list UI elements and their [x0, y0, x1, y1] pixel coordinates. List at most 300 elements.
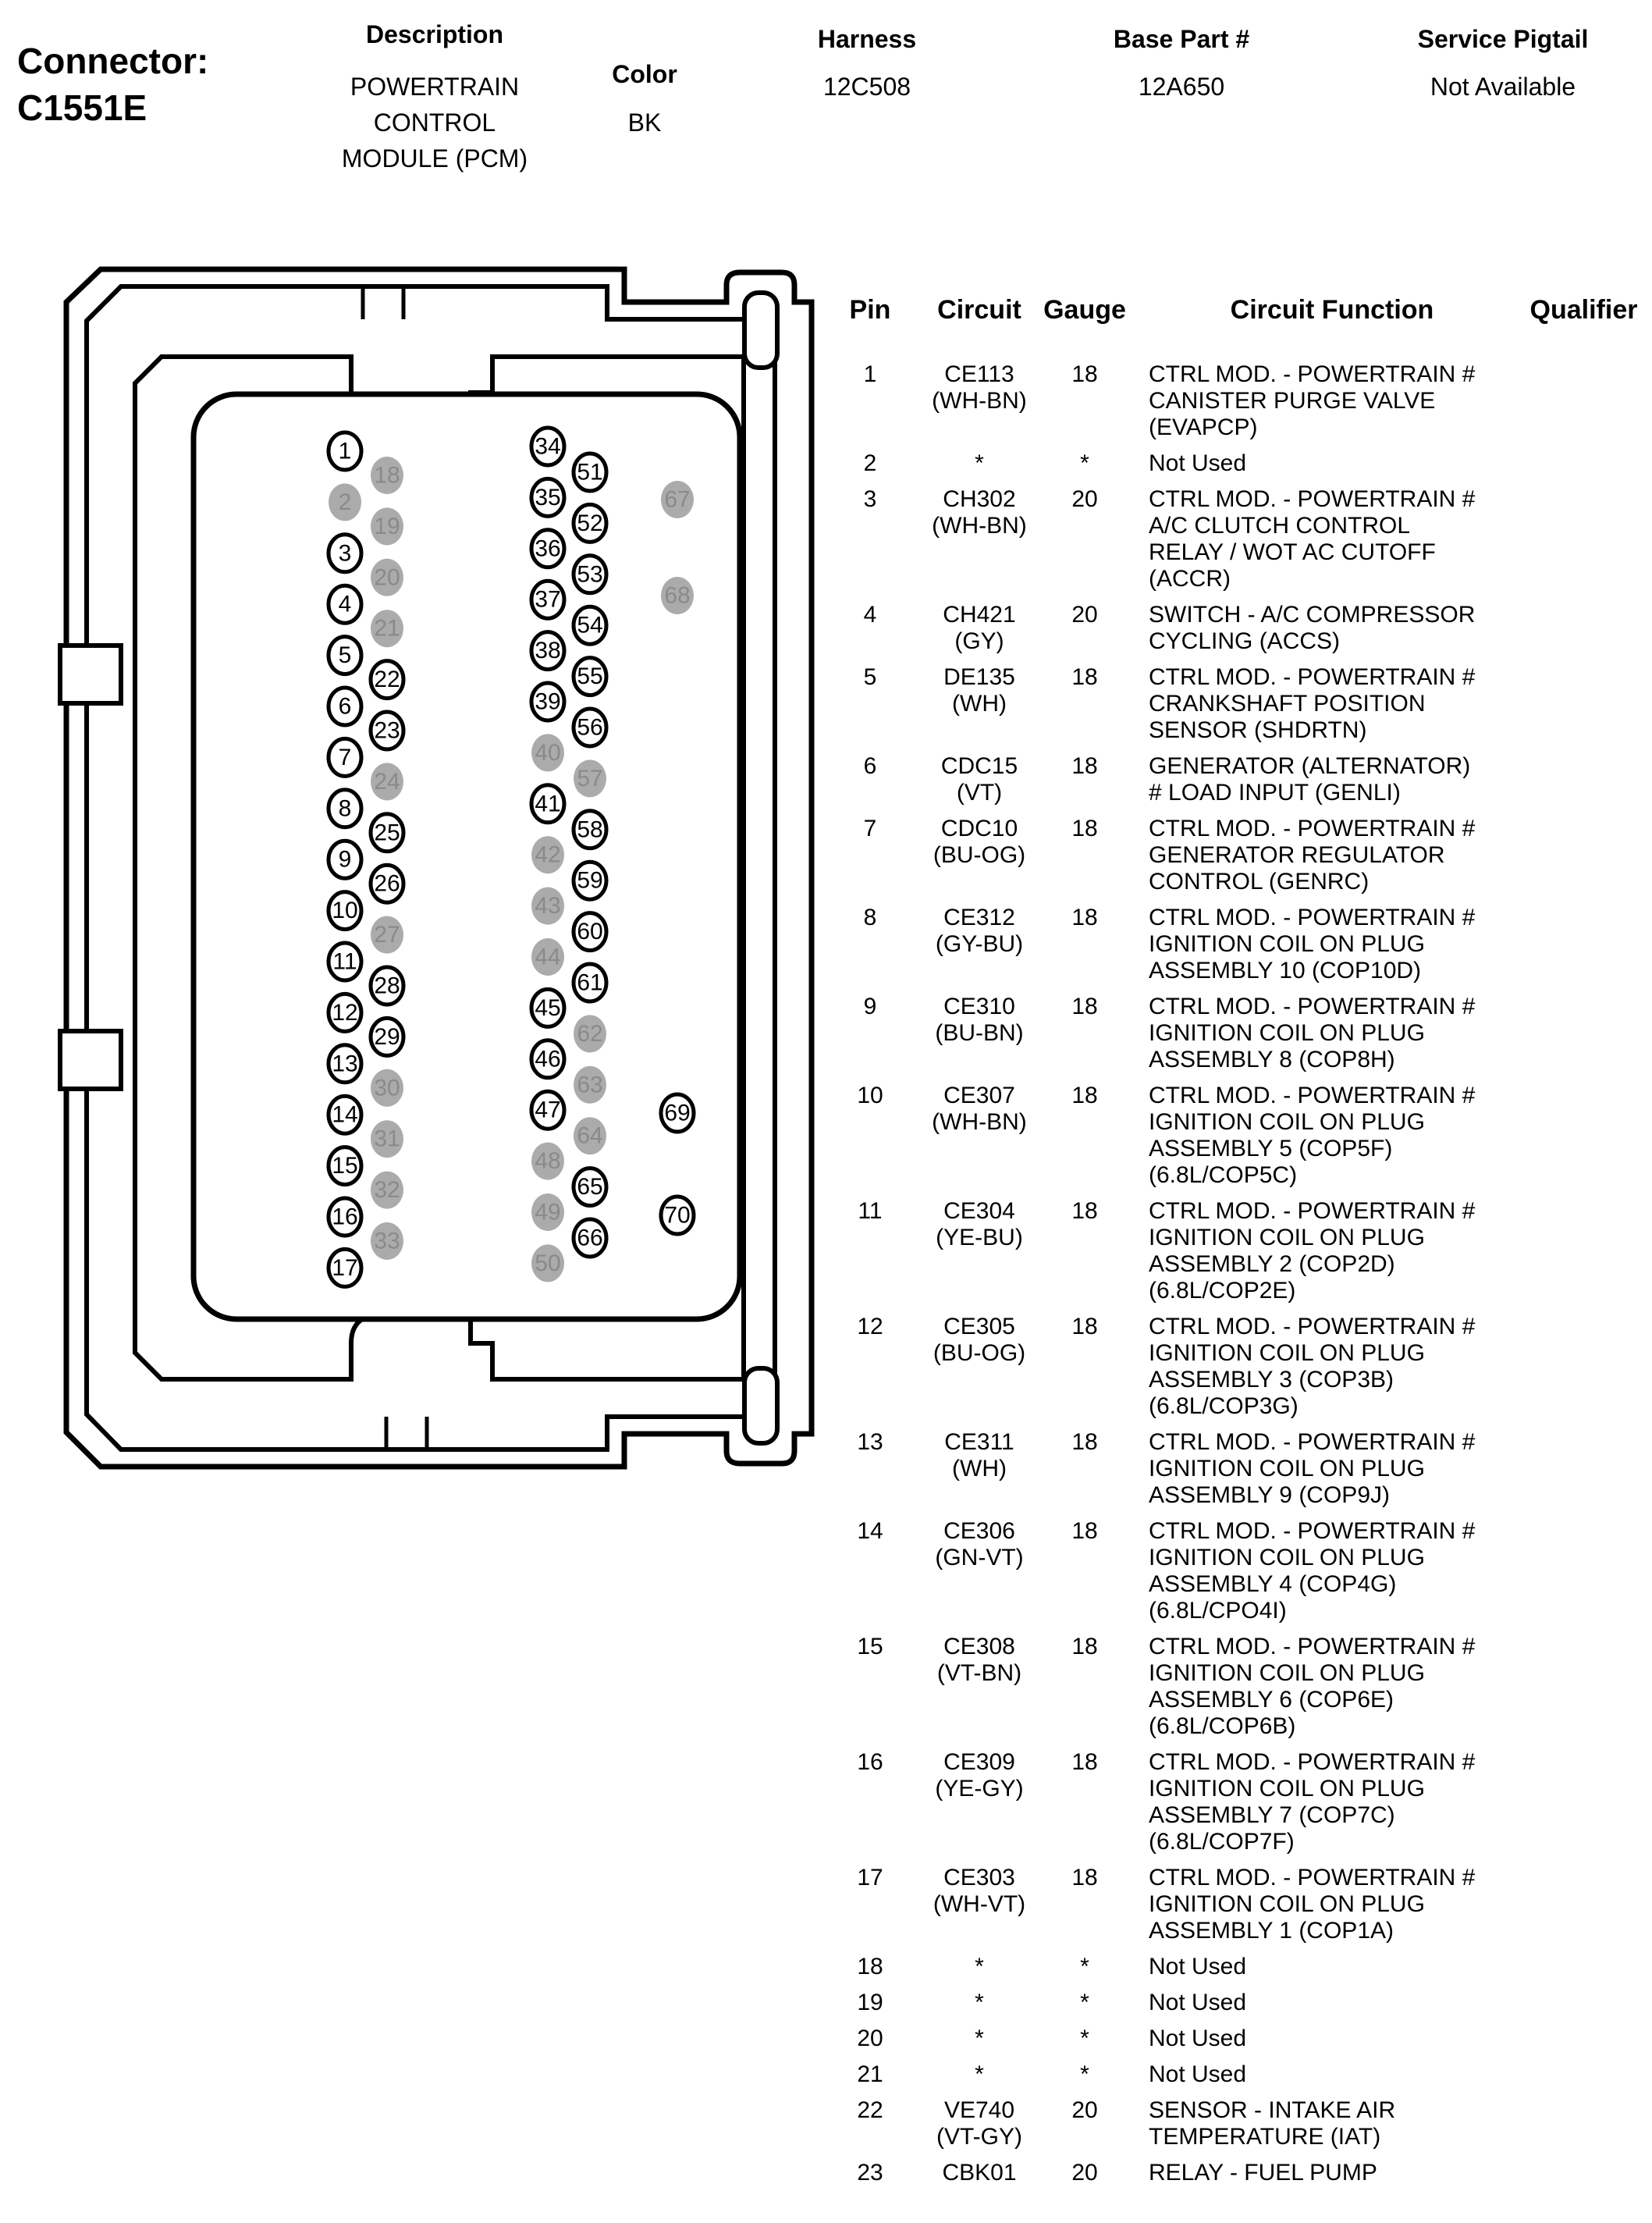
pin-16	[329, 1198, 361, 1236]
pin-64	[574, 1117, 606, 1154]
qualifier-cell	[1515, 2160, 1652, 2186]
qualifier-cell	[1515, 1314, 1652, 1420]
circuit-code: VE740	[943, 2097, 1015, 2123]
pin-29	[371, 1018, 403, 1055]
function-line: Not Used	[1149, 1990, 1247, 2015]
pin-61-number: 61	[577, 969, 603, 996]
pin-36	[531, 530, 564, 567]
qualifier-cell	[1515, 486, 1652, 592]
pin-8-number: 8	[338, 795, 352, 822]
function-line: # LOAD INPUT (GENLI)	[1149, 780, 1401, 806]
pinout-table-body	[819, 361, 1652, 2186]
col-header-pin: Pin	[849, 295, 891, 325]
pin-11-number: 11	[332, 948, 357, 975]
left-notch-upper	[60, 646, 121, 703]
table-row-pin-17	[819, 1865, 1652, 1944]
pin-67-number: 67	[664, 486, 691, 513]
pin-68-number: 68	[664, 582, 691, 609]
function-line: Not Used	[1149, 450, 1247, 476]
pin-24	[371, 763, 403, 800]
pin-53	[574, 556, 606, 593]
pin-69-number: 69	[664, 1100, 691, 1126]
pin-47	[531, 1091, 564, 1129]
table-row-pin-18	[819, 1954, 1652, 1980]
pin-62	[574, 1015, 606, 1052]
table-row-pin-23	[819, 2160, 1652, 2186]
description-label: Description	[365, 20, 504, 48]
pin-49	[531, 1193, 564, 1231]
pin-36-number: 36	[535, 535, 561, 562]
function-cell	[1149, 1198, 1515, 1304]
function-cell	[1149, 450, 1515, 477]
circuit-cell	[921, 1083, 1038, 1189]
table-row-pin-21	[819, 2061, 1652, 2088]
pin-65	[574, 1168, 606, 1206]
circuit-code: CE306	[943, 1518, 1015, 1544]
circuit-cell	[921, 1518, 1038, 1624]
pin-cell: 12	[857, 1314, 883, 1339]
circuit-color: (WH-VT)	[933, 1891, 1026, 1917]
pin-68	[661, 577, 694, 614]
circuit-code: DE135	[943, 664, 1015, 690]
qualifier-cell	[1515, 2061, 1652, 2088]
pin-25	[371, 814, 403, 852]
gauge-cell: 18	[1071, 753, 1098, 779]
function-line: RELAY / WOT AC CUTOFF	[1149, 539, 1436, 565]
function-line: ASSEMBLY 7 (COP7C)	[1149, 1802, 1395, 1828]
pin-34-number: 34	[535, 433, 561, 460]
pin-46	[531, 1040, 564, 1078]
pin-cell: 13	[857, 1429, 883, 1455]
circuit-cell	[921, 1198, 1038, 1304]
function-line: GENERATOR REGULATOR	[1149, 842, 1445, 868]
col-header-gauge: Gauge	[1043, 295, 1126, 325]
function-line: (ACCR)	[1149, 566, 1231, 592]
circuit-color: (VT)	[956, 780, 1003, 806]
connector-id: C1551E	[17, 87, 147, 128]
function-cell	[1149, 2026, 1515, 2052]
pin-61	[574, 964, 606, 1001]
qualifier-cell	[1515, 1990, 1652, 2016]
pin-26-number: 26	[374, 870, 400, 897]
function-line: IGNITION COIL ON PLUG	[1149, 1660, 1425, 1686]
pin-31	[371, 1120, 403, 1158]
service-pigtail-label: Service Pigtail	[1417, 25, 1589, 53]
harness-value: 12C508	[822, 73, 911, 101]
qualifier-cell	[1515, 1198, 1652, 1304]
function-cell	[1149, 816, 1515, 895]
gauge-cell: 20	[1071, 2160, 1098, 2186]
left-notch-lower	[60, 1031, 121, 1089]
qualifier-cell	[1515, 1429, 1652, 1509]
pin-39-number: 39	[535, 688, 561, 715]
circuit-cell	[921, 753, 1038, 806]
qualifier-cell	[1515, 2097, 1652, 2150]
function-line: (6.8L/CPO4I)	[1149, 1598, 1287, 1624]
function-line: CTRL MOD. - POWERTRAIN #	[1149, 1518, 1476, 1544]
pin-21-number: 21	[374, 615, 400, 642]
table-row-pin-11	[819, 1198, 1652, 1304]
gauge-cell: 18	[1071, 1518, 1098, 1544]
qualifier-cell	[1515, 1083, 1652, 1189]
circuit-cell	[921, 1749, 1038, 1855]
pin-39	[531, 683, 564, 720]
function-cell	[1149, 486, 1515, 592]
circuit-code: CE312	[943, 905, 1015, 930]
circuit-cell	[921, 361, 1038, 441]
function-cell	[1149, 664, 1515, 744]
circuit-color: (VT-GY)	[936, 2124, 1022, 2150]
pin-26	[371, 865, 403, 902]
circuit-code: CH421	[943, 602, 1016, 628]
pin-cell: 2	[863, 450, 877, 476]
pin-28	[371, 967, 403, 1005]
pin-69	[661, 1094, 694, 1132]
circuit-color: (WH-BN)	[932, 1109, 1027, 1135]
pin-48	[531, 1143, 564, 1180]
pin-31-number: 31	[374, 1126, 400, 1152]
pin-cell: 14	[857, 1518, 883, 1544]
pin-49-number: 49	[535, 1199, 561, 1225]
pin-32	[371, 1172, 403, 1209]
pin-cell: 6	[863, 753, 877, 779]
function-line: ASSEMBLY 10 (COP10D)	[1149, 958, 1422, 983]
pin-18-number: 18	[374, 462, 400, 489]
function-cell	[1149, 1865, 1515, 1944]
function-line: CTRL MOD. - POWERTRAIN #	[1149, 1083, 1476, 1108]
circuit-code: CE308	[943, 1634, 1015, 1659]
pin-7-number: 7	[338, 744, 352, 770]
pin-58-number: 58	[577, 816, 603, 843]
circuit-code: CH302	[943, 486, 1016, 512]
table-row-pin-16	[819, 1749, 1652, 1855]
gauge-cell: 18	[1071, 1083, 1098, 1108]
circuit-cell	[921, 2061, 1038, 2088]
function-line: IGNITION COIL ON PLUG	[1149, 1456, 1425, 1481]
function-line: IGNITION COIL ON PLUG	[1149, 1109, 1425, 1135]
qualifier-cell	[1515, 1865, 1652, 1944]
pin-34	[531, 428, 564, 465]
pin-40	[531, 734, 564, 771]
gauge-cell: 18	[1071, 1198, 1098, 1224]
function-line: Not Used	[1149, 2026, 1247, 2051]
pin-21	[371, 610, 403, 647]
harness-label: Harness	[817, 25, 917, 53]
function-line: ASSEMBLY 5 (COP5F)	[1149, 1136, 1393, 1161]
gauge-cell: 18	[1071, 1865, 1098, 1890]
pin-41	[531, 785, 564, 823]
color-label: Color	[612, 60, 677, 88]
gauge-cell: 18	[1071, 994, 1098, 1019]
pin-11	[329, 943, 361, 980]
gauge-cell: 18	[1071, 361, 1098, 387]
latch-slot-bottom	[744, 1368, 777, 1443]
gauge-cell: 18	[1071, 1634, 1098, 1659]
circuit-color: (GY-BU)	[935, 931, 1024, 957]
function-line: IGNITION COIL ON PLUG	[1149, 1776, 1425, 1802]
col-header-circuit: Circuit	[937, 295, 1021, 325]
gauge-cell: *	[1080, 1954, 1089, 1979]
circuit-color: (BU-BN)	[935, 1020, 1024, 1046]
function-line: Not Used	[1149, 2061, 1247, 2087]
pin-cell: 15	[857, 1634, 883, 1659]
function-cell	[1149, 1954, 1515, 1980]
circuit-cell	[921, 2160, 1038, 2186]
pin-13-number: 13	[332, 1051, 358, 1077]
pin-17-number: 17	[332, 1254, 358, 1281]
pin-51-number: 51	[577, 459, 603, 486]
circuit-color: (WH)	[952, 691, 1007, 717]
pin-57	[574, 759, 606, 797]
pin-55	[574, 658, 606, 695]
pin-65-number: 65	[577, 1174, 603, 1200]
circuit-color: (WH-BN)	[932, 388, 1027, 414]
pin-70	[661, 1197, 694, 1234]
pin-44-number: 44	[535, 944, 561, 970]
function-line: (6.8L/COP7F)	[1149, 1829, 1295, 1855]
pin-2	[329, 483, 361, 521]
table-row-pin-12	[819, 1314, 1652, 1420]
pin-10-number: 10	[332, 898, 358, 924]
col-header-qualifier: Qualifier	[1529, 295, 1638, 325]
pin-63-number: 63	[577, 1072, 603, 1098]
pin-60	[574, 913, 606, 951]
function-line: CONTROL (GENRC)	[1149, 869, 1370, 895]
pin-1-number: 1	[338, 438, 352, 464]
pin-25-number: 25	[374, 820, 400, 846]
pin-14-number: 14	[332, 1101, 358, 1128]
pin-20	[371, 559, 403, 596]
qualifier-cell	[1515, 361, 1652, 441]
pin-18	[371, 457, 403, 494]
function-line: (6.8L/COP6B)	[1149, 1713, 1296, 1739]
function-cell	[1149, 1429, 1515, 1509]
base-part-value: 12A650	[1138, 73, 1225, 101]
pin-42-number: 42	[535, 841, 561, 868]
gauge-cell: 18	[1071, 1429, 1098, 1455]
circuit-cell	[921, 1429, 1038, 1509]
pin-10	[329, 892, 361, 930]
qualifier-cell	[1515, 816, 1652, 895]
table-row-pin-8	[819, 905, 1652, 984]
pin-60-number: 60	[577, 919, 603, 945]
pin-5	[329, 637, 361, 674]
pin-cell: 7	[863, 816, 877, 841]
circuit-cell	[921, 486, 1038, 592]
circuit-cell	[921, 1990, 1038, 2016]
pin-27-number: 27	[374, 922, 400, 948]
pin-35-number: 35	[535, 484, 561, 510]
circuit-color: (BU-OG)	[933, 842, 1026, 868]
pin-40-number: 40	[535, 739, 561, 766]
pin-44	[531, 938, 564, 976]
function-line: CYCLING (ACCS)	[1149, 628, 1341, 654]
pin-cell: 5	[863, 664, 877, 690]
pin-cell: 23	[857, 2160, 883, 2186]
function-cell	[1149, 1083, 1515, 1189]
table-row-pin-15	[819, 1634, 1652, 1740]
gauge-cell: 18	[1071, 664, 1098, 690]
pin-50-number: 50	[535, 1250, 561, 1276]
pin-17	[329, 1249, 361, 1286]
function-line: IGNITION COIL ON PLUG	[1149, 1891, 1425, 1917]
table-row-pin-7	[819, 816, 1652, 895]
pin-24-number: 24	[374, 768, 400, 795]
circuit-code: CE307	[943, 1083, 1015, 1108]
base-part-label: Base Part #	[1113, 25, 1250, 53]
function-line: IGNITION COIL ON PLUG	[1149, 1225, 1425, 1250]
pin-cell: 21	[857, 2061, 883, 2087]
gauge-cell: 20	[1071, 2097, 1098, 2123]
function-cell	[1149, 753, 1515, 806]
circuit-cell	[921, 602, 1038, 655]
function-line: (6.8L/COP5C)	[1149, 1162, 1298, 1188]
pin-cell: 1	[863, 361, 877, 387]
pin-63	[574, 1066, 606, 1104]
function-line: ASSEMBLY 8 (COP8H)	[1149, 1047, 1395, 1072]
circuit-cell	[921, 1954, 1038, 1980]
pin-23-number: 23	[374, 717, 400, 744]
circuit-color: (GN-VT)	[935, 1545, 1024, 1570]
qualifier-cell	[1515, 602, 1652, 655]
function-cell	[1149, 994, 1515, 1073]
pin-46-number: 46	[535, 1046, 561, 1072]
table-row-pin-20	[819, 2026, 1652, 2052]
circuit-code: CE311	[944, 1429, 1014, 1455]
pin-22-number: 22	[374, 667, 400, 693]
pin-12-number: 12	[332, 999, 358, 1026]
circuit-cell	[921, 2026, 1038, 2052]
table-row-pin-3	[819, 486, 1652, 592]
col-header-function: Circuit Function	[1230, 295, 1434, 325]
pin-15	[329, 1147, 361, 1185]
pin-cell: 22	[857, 2097, 883, 2123]
pin-3	[329, 535, 361, 572]
pin-cell: 20	[857, 2026, 883, 2051]
table-row-pin-5	[819, 664, 1652, 744]
pin-16-number: 16	[332, 1204, 358, 1230]
pin-51	[574, 453, 606, 491]
pin-54-number: 54	[577, 612, 603, 638]
pin-66	[574, 1219, 606, 1257]
pin-67	[661, 481, 694, 518]
circuit-cell	[921, 2097, 1038, 2150]
description-value	[342, 69, 528, 176]
pin-55-number: 55	[577, 663, 603, 690]
pin-37-number: 37	[535, 586, 561, 613]
pin-45	[531, 989, 564, 1026]
qualifier-cell	[1515, 450, 1652, 477]
circuit-code: CE304	[943, 1198, 1015, 1224]
pin-4-number: 4	[338, 591, 352, 617]
pin-13	[329, 1045, 361, 1083]
table-row-pin-10	[819, 1083, 1652, 1189]
pin-6	[329, 688, 361, 725]
function-line: SWITCH - A/C COMPRESSOR	[1149, 602, 1476, 628]
gauge-cell: *	[1080, 450, 1089, 476]
function-line: CANISTER PURGE VALVE	[1149, 388, 1436, 414]
pin-57-number: 57	[577, 765, 603, 791]
function-line: ASSEMBLY 4 (COP4G)	[1149, 1571, 1397, 1597]
function-line: TEMPERATURE (IAT)	[1149, 2124, 1381, 2150]
circuit-code: CE113	[944, 361, 1014, 387]
function-cell	[1149, 1634, 1515, 1740]
description-line-3: MODULE (PCM)	[341, 144, 528, 173]
pin-cell: 8	[863, 905, 877, 930]
function-line: SENSOR (SHDRTN)	[1149, 717, 1367, 743]
qualifier-cell	[1515, 1749, 1652, 1855]
pin-9	[329, 841, 361, 878]
function-line: CRANKSHAFT POSITION	[1149, 691, 1426, 717]
circuit-color: (GY)	[954, 628, 1004, 654]
circuit-color: (VT-BN)	[936, 1660, 1022, 1686]
function-line: Not Used	[1149, 1954, 1247, 1979]
connector-label: Connector:	[17, 41, 209, 81]
gauge-cell: 20	[1071, 486, 1098, 512]
pin-41-number: 41	[535, 791, 561, 817]
function-line: A/C CLUTCH CONTROL	[1149, 513, 1411, 539]
qualifier-cell	[1515, 2026, 1652, 2052]
pin-8	[329, 790, 361, 827]
pin-35	[531, 478, 564, 516]
function-line: (6.8L/COP2E)	[1149, 1278, 1296, 1304]
table-row-pin-2	[819, 450, 1652, 477]
circuit-code: *	[975, 2061, 984, 2087]
circuit-cell	[921, 1314, 1038, 1420]
pin-6-number: 6	[338, 693, 352, 720]
pin-cell: 18	[857, 1954, 883, 1979]
circuit-code: CE310	[943, 994, 1015, 1019]
pin-66-number: 66	[577, 1225, 603, 1251]
pin-27	[371, 916, 403, 954]
pin-7	[329, 738, 361, 776]
connector-title	[17, 37, 208, 131]
circuit-code: CDC10	[940, 816, 1018, 841]
pin-23	[371, 712, 403, 749]
pin-33-number: 33	[374, 1228, 400, 1254]
function-line: CTRL MOD. - POWERTRAIN #	[1149, 1865, 1476, 1890]
gauge-cell: *	[1080, 1990, 1089, 2015]
circuit-cell	[921, 1865, 1038, 1944]
description-line-2: CONTROL	[373, 108, 496, 137]
pin-20-number: 20	[374, 564, 400, 591]
pin-cell: 3	[863, 486, 877, 512]
pin-37	[531, 581, 564, 618]
pin-33	[371, 1222, 403, 1260]
pin-28-number: 28	[374, 973, 400, 999]
pin-38-number: 38	[535, 638, 561, 664]
function-cell	[1149, 1314, 1515, 1420]
pinout-table	[819, 295, 1652, 2196]
pin-50	[531, 1244, 564, 1282]
table-row-pin-19	[819, 1990, 1652, 2016]
function-cell	[1149, 1518, 1515, 1624]
function-line: GENERATOR (ALTERNATOR)	[1149, 753, 1471, 779]
function-cell	[1149, 2097, 1515, 2150]
gauge-cell: 18	[1071, 1749, 1098, 1775]
function-line: IGNITION COIL ON PLUG	[1149, 1340, 1425, 1366]
circuit-color: (BU-OG)	[933, 1340, 1026, 1366]
pin-30	[371, 1069, 403, 1107]
circuit-code: CE309	[943, 1749, 1015, 1775]
function-line: RELAY - FUEL PUMP	[1149, 2160, 1377, 2186]
pin-cell: 16	[857, 1749, 883, 1775]
circuit-code: CDC15	[940, 753, 1018, 779]
pin-59-number: 59	[577, 867, 603, 894]
pin-47-number: 47	[535, 1097, 561, 1123]
pin-30-number: 30	[374, 1075, 400, 1101]
service-pigtail-value: Not Available	[1430, 73, 1576, 101]
